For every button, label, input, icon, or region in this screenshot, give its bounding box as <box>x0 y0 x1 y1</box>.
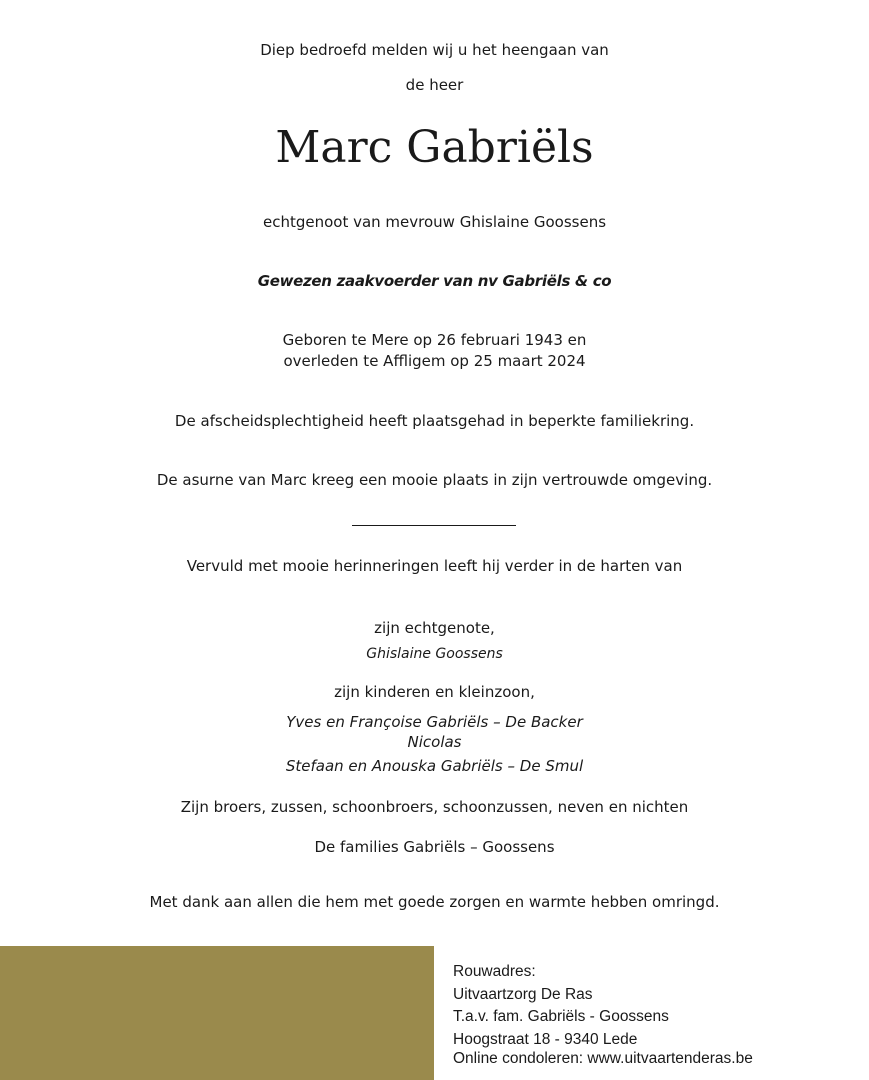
birth-text: Geboren te Mere op 26 februari 1943 en <box>282 331 587 349</box>
footer-color-band <box>0 946 434 1080</box>
ceremony-text: De afscheidsplechtigheid heeft plaatsgehad in beperkte familiekring. <box>174 412 695 430</box>
deceased-name: Marc Gabriëls <box>275 122 594 173</box>
memory-text: Vervuld met mooie herinneringen leeft hij verder in de harten van <box>186 557 683 575</box>
wife-name: Ghislaine Goossens <box>366 646 503 662</box>
wife-label: zijn echtgenote, <box>374 619 495 637</box>
divider-line <box>352 525 516 526</box>
children-label: zijn kinderen en kleinzoon, <box>334 683 535 701</box>
child-1-name: Yves en Françoise Gabriëls – De Backer <box>286 713 583 731</box>
grandson-name: Nicolas <box>407 733 462 751</box>
online-condolence-link[interactable]: Online condoleren: www.uitvaartenderas.be <box>453 1050 753 1067</box>
mourning-address <box>453 961 669 1051</box>
street-address: Hoogstraat 18 - 9340 Lede <box>453 1030 638 1048</box>
child-2-name: Stefaan en Anouska Gabriëls – De Smul <box>285 757 584 775</box>
death-text: overleden te Affligem op 25 maart 2024 <box>283 352 586 370</box>
urn-text: De asurne van Marc kreeg een mooie plaats in zijn vertrouwde omgeving. <box>156 471 713 489</box>
funeral-home-name: Uitvaartzorg De Ras <box>453 985 593 1003</box>
honorific-text: de heer <box>405 76 464 94</box>
occupation-text: Gewezen zaakvoerder van nv Gabriëls & co <box>257 272 612 290</box>
families-text: De families Gabriëls – Goossens <box>314 838 555 856</box>
intro-text: Diep bedroefd melden wij u het heengaan van <box>260 41 609 59</box>
thanks-text: Met dank aan allen die hem met goede zorgen en warmte hebben omringd. <box>149 893 720 911</box>
address-label: Rouwadres: <box>453 963 536 980</box>
attention-line: T.a.v. fam. Gabriëls - Goossens <box>453 1008 669 1025</box>
spouse-line: echtgenoot van mevrouw Ghislaine Goossens <box>262 213 607 231</box>
relatives-text: Zijn broers, zussen, schoonbroers, schoonzussen, neven en nichten <box>180 798 689 816</box>
